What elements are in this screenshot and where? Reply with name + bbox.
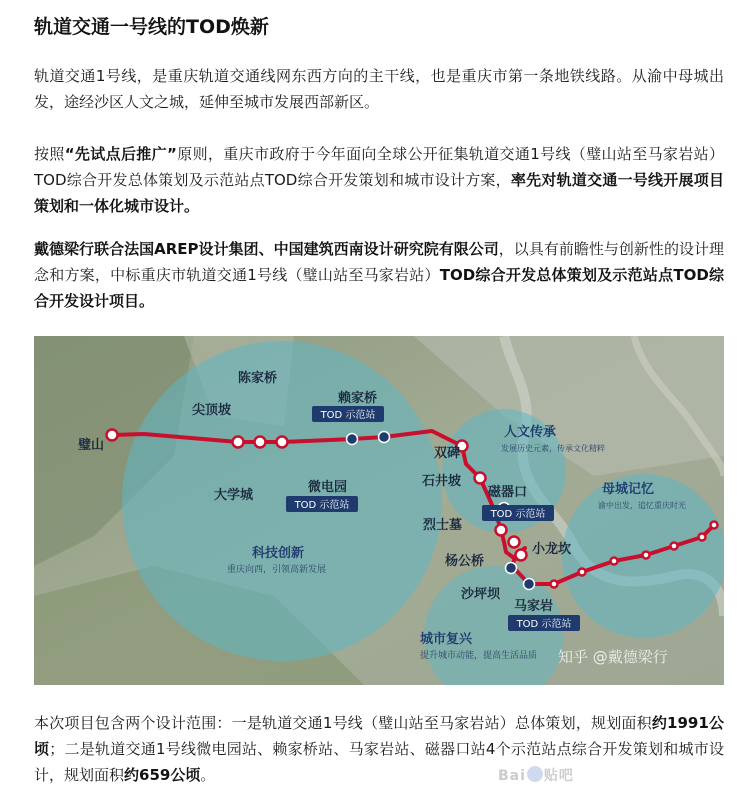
station-dot-east-4 — [671, 543, 678, 550]
label-chenjiaqiao: 陈家桥 — [238, 371, 278, 386]
paragraph-intro: 轨道交通1号线，是重庆轨道交通线网东西方向的主干线，也是重庆市第一条地铁线路。从渝中母城出发，途经沙区人文之城，延伸至城市发展西部新区。 — [34, 67, 724, 111]
baidu-paw-icon — [527, 766, 543, 782]
p3-bold-a: 戴德梁行联合法国AREP设计集团、中国建筑西南设计研究院有限公司 — [34, 240, 499, 258]
station-dot-laijiaqiao — [379, 432, 390, 443]
paragraph-scope — [34, 710, 724, 788]
p4-text-a: 本次项目包含两个设计范围：一是轨道交通1号线（璧山站至马家岩站）总体策划，规划面积 — [34, 714, 652, 732]
tod-tag-text: TOD 示范站 — [320, 410, 376, 421]
tod-tag-ciqikou — [482, 505, 554, 521]
p3-text-b: ，以具有前瞻性与创新性的设计理念和方案，中标重庆市轨道交通1号线（璧山站至马家岩站） — [34, 240, 724, 284]
zone-title-mucheng: 母城记忆 — [602, 482, 655, 497]
station-dot-east-0 — [551, 581, 558, 588]
label-yanggongqiao: 杨公桥 — [445, 554, 485, 569]
p4-bold-b: 约1991公顷 — [34, 714, 724, 758]
p2-text-a: 按照 — [34, 145, 65, 163]
station-dot-east-1 — [579, 569, 586, 576]
baidu-watermark-b: 贴吧 — [543, 768, 574, 784]
label-weidianyuan: 微电园 — [308, 480, 348, 495]
baidu-watermark-a: Bai — [498, 768, 526, 784]
p2-text-c: 原则，重庆市政府于今年面向全球公开征集轨道交通1号线（璧山站至马家岩站）TOD综合开发总体策划及示范站点TOD综合开发策划和城市设计方案， — [34, 145, 724, 189]
label-shuangbei: 双碑 — [434, 446, 461, 461]
article-title: 轨道交通一号线的TOD焕新 — [34, 16, 269, 38]
station-dot-shapingba — [506, 563, 517, 574]
baidu-tieba-watermark — [498, 765, 608, 787]
p4-text-e: 。 — [200, 766, 216, 784]
line1-map-svg — [34, 336, 724, 685]
paragraph-principle — [34, 141, 724, 219]
p4-text-c: ；二是轨道交通1号线微电园站、赖家桥站、马家岩站、磁器口站4个示范站点综合开发策划和城市设计，规划面积 — [34, 740, 724, 784]
zone-sub-chengshi: 提升城市动能，提高生活品质 — [420, 651, 538, 661]
p2-bold-b: “先试点后推广” — [64, 145, 177, 163]
station-dot-yanggongqiao — [496, 525, 507, 536]
station-dot-jiandingpo — [233, 437, 244, 448]
tod-tag-majiayan — [508, 615, 580, 631]
p2-bold-d: 率先对轨道交通一号线开展项目策划和一体化城市设计。 — [34, 171, 724, 215]
station-dot-extra — [509, 537, 520, 548]
paragraph-winners — [34, 236, 724, 314]
station-dot-shijingpo — [475, 473, 486, 484]
label-lieshimu: 烈士墓 — [423, 518, 463, 533]
station-dot-majiayan — [524, 579, 535, 590]
tod-tag-laijiaqiao — [312, 406, 384, 422]
zone-title-chengshi: 城市复兴 — [420, 632, 473, 647]
station-dot-chenjiaqiao — [277, 437, 288, 448]
tod-tag-text: TOD 示范站 — [490, 509, 546, 520]
zone-circle-keji — [122, 341, 442, 661]
zone-sub-renwen: 发展历史元素，传承文化精粹 — [501, 444, 605, 453]
tod-tag-text: TOD 示范站 — [516, 619, 572, 630]
p3-bold-c: TOD综合开发总体策划及示范站点TOD综合开发设计项目。 — [34, 266, 725, 310]
tod-tag-weidianyuan — [286, 496, 358, 512]
station-dot-east-2 — [611, 558, 618, 565]
line1-map-image — [34, 336, 724, 685]
station-dot-east-5 — [699, 534, 706, 541]
station-dot-east-6 — [711, 522, 718, 529]
label-xiaolongkan: 小龙坎 — [532, 542, 572, 557]
zone-title-keji: 科技创新 — [252, 546, 305, 561]
station-dot-xiaolongkan — [516, 550, 527, 561]
zhihu-watermark: 知乎 @戴德梁行 — [558, 648, 668, 666]
zone-title-renwen: 人文传承 — [504, 425, 557, 440]
label-jiandingpo: 尖顶坡 — [192, 403, 232, 418]
zone-sub-mucheng: 渝中出发，追忆重庆时光 — [598, 501, 686, 510]
station-dot-weidianyuan — [347, 434, 358, 445]
label-daxuecheng: 大学城 — [214, 488, 254, 503]
station-dot-bishan — [107, 430, 118, 441]
station-dot-daxuecheng — [255, 437, 266, 448]
label-laijiaqiao: 赖家桥 — [338, 391, 378, 406]
p4-bold-d: 约659公顷 — [124, 766, 201, 784]
label-shijingpo: 石井坡 — [422, 474, 462, 489]
tod-tag-text: TOD 示范站 — [294, 500, 350, 511]
label-ciqikou: 磁器口 — [488, 485, 528, 500]
station-dot-east-3 — [643, 552, 650, 559]
zone-sub-keji: 重庆向西，引领高新发展 — [227, 565, 327, 575]
label-shapingba: 沙坪坝 — [461, 587, 501, 602]
label-bishan: 璧山 — [78, 438, 105, 453]
label-majiayan: 马家岩 — [514, 599, 554, 614]
